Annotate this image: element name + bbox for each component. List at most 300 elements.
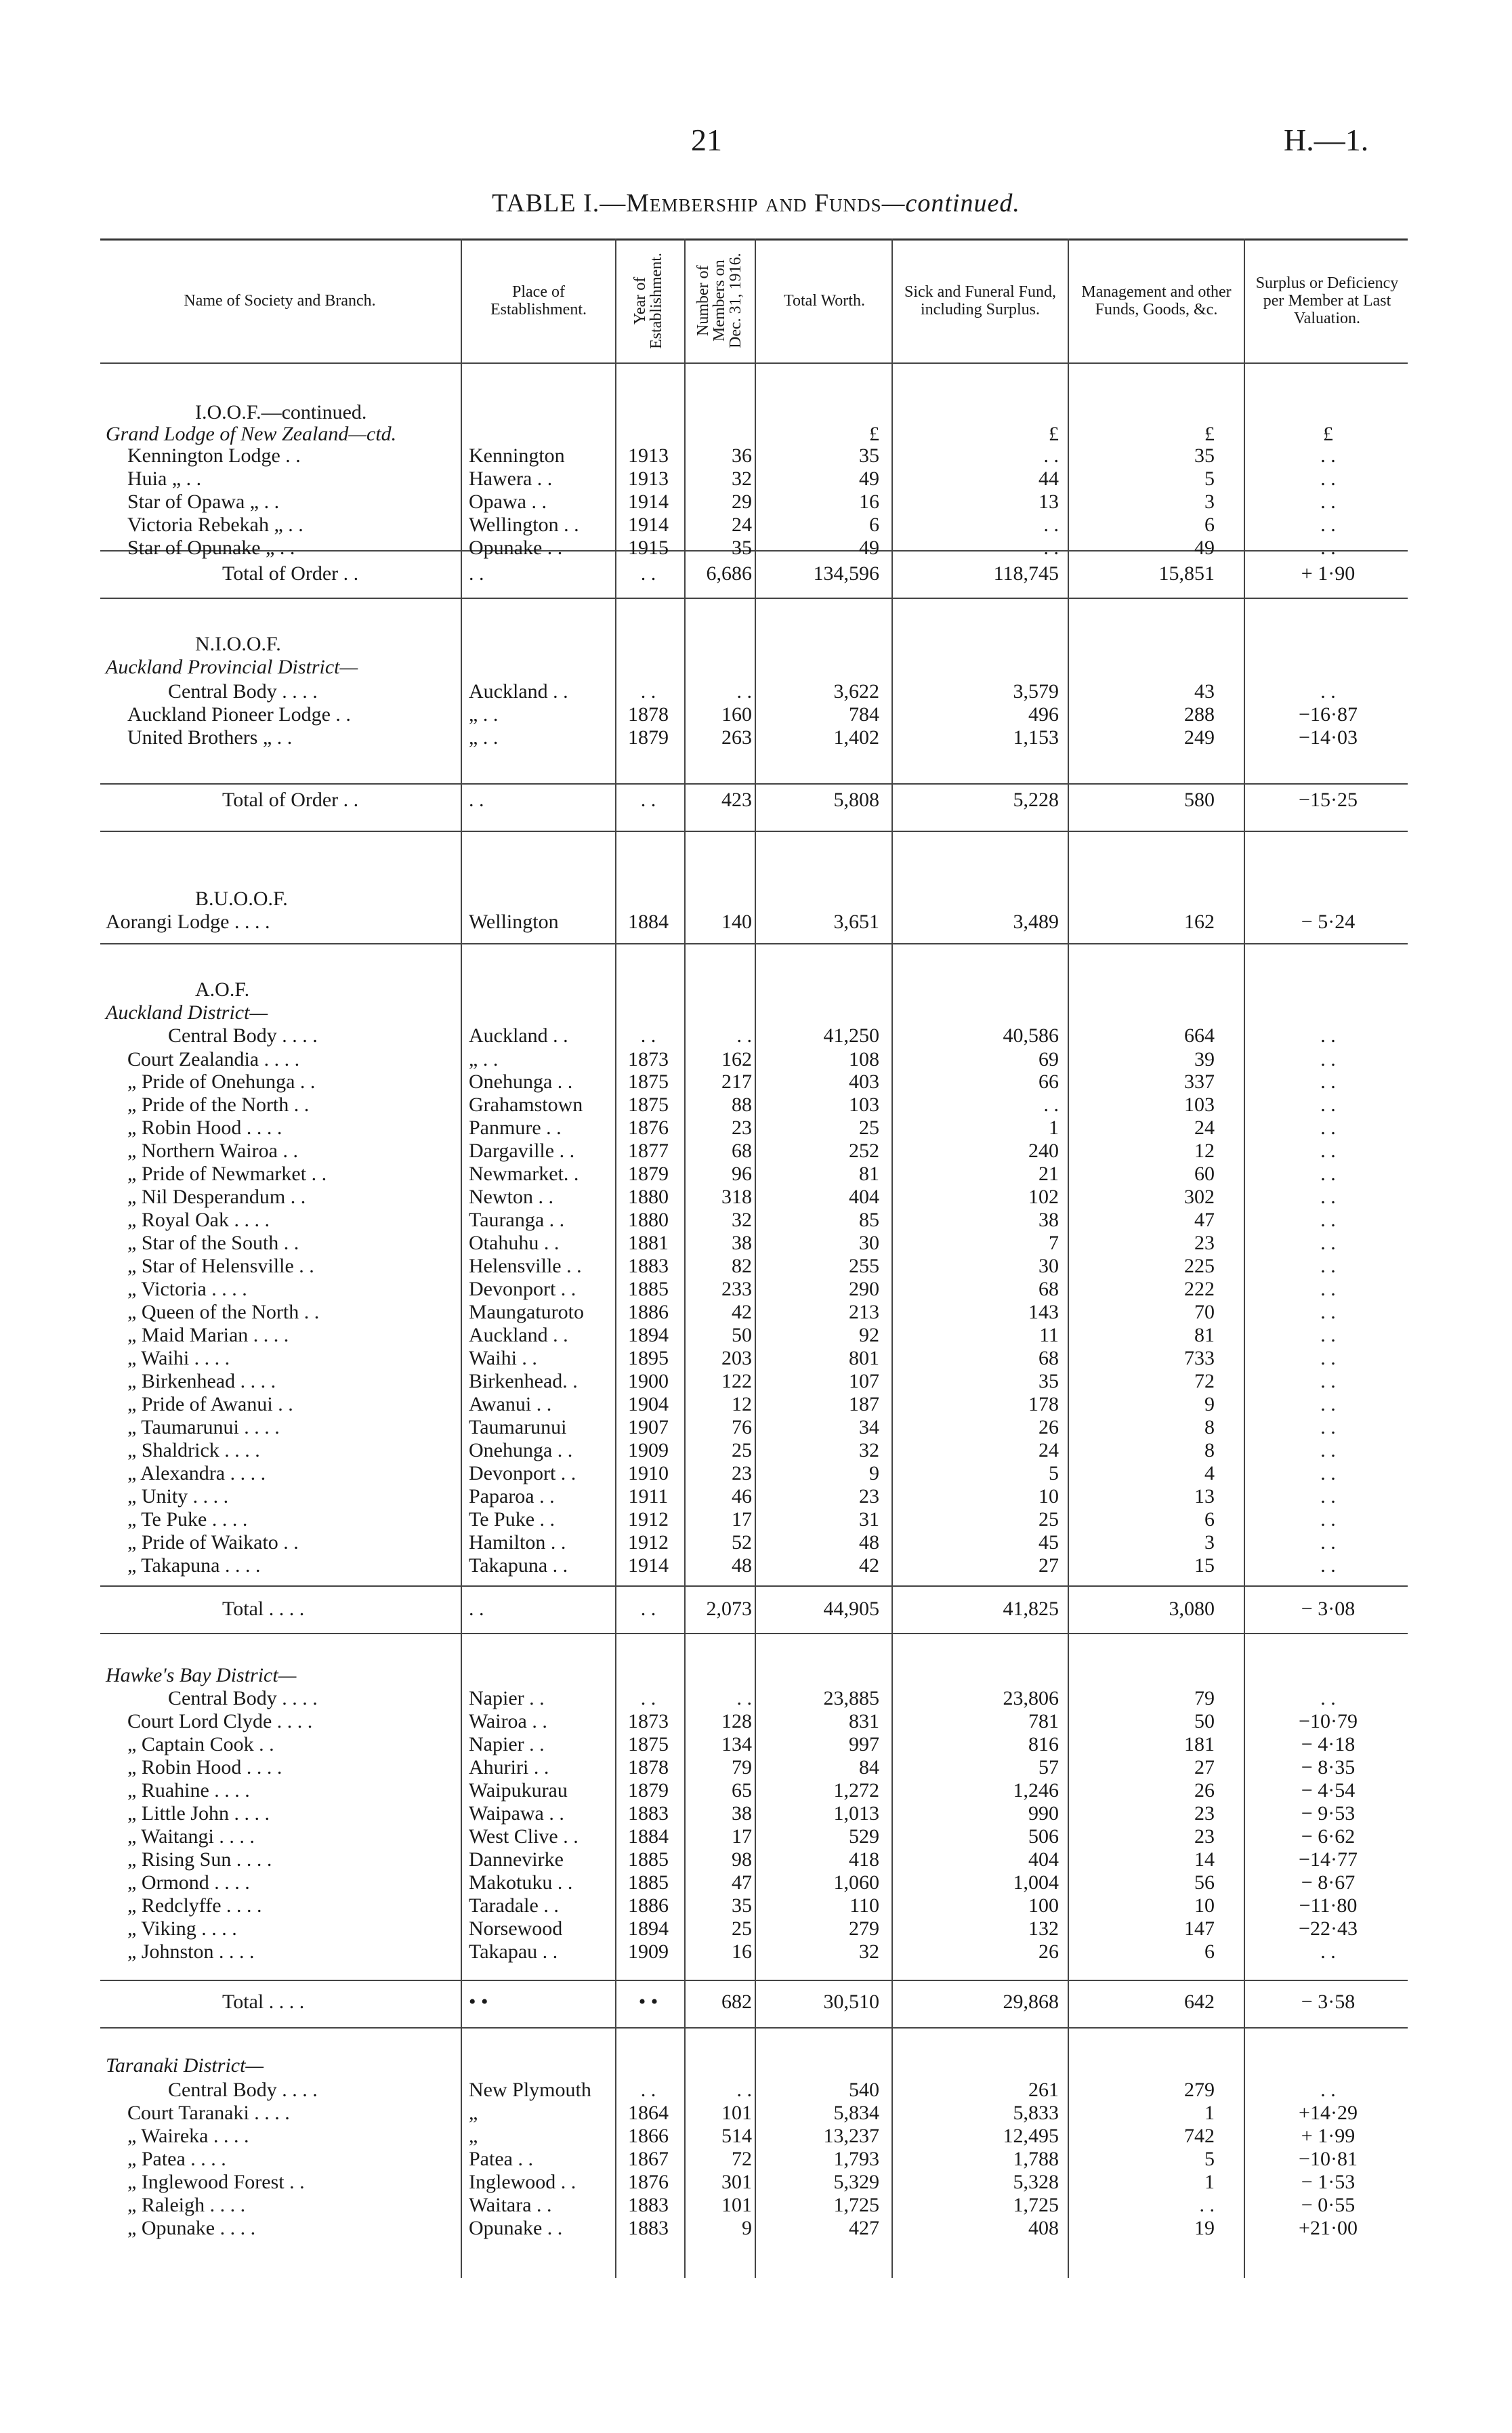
cell-tot: 103 xyxy=(849,1094,879,1116)
cell-tot: 784 xyxy=(849,703,879,726)
cell-sick: 132 xyxy=(1028,1917,1059,1940)
cell-sick: £ xyxy=(1049,423,1059,445)
cell-mgmt: 72 xyxy=(1194,1370,1215,1392)
table-row xyxy=(100,1779,1408,1802)
cell-place: „ xyxy=(469,2102,478,2124)
cell-sick: 1,725 xyxy=(1013,2194,1059,2216)
total-row xyxy=(100,1598,1408,1621)
cell-year: 1886 xyxy=(628,1301,669,1323)
table-row xyxy=(100,2148,1408,2171)
cell-year: 1886 xyxy=(628,1894,669,1917)
table-row xyxy=(100,1186,1408,1209)
cell-surp: . . xyxy=(1320,1301,1336,1323)
col-header-members: Number of Members on Dec. 31, 1916. xyxy=(694,253,744,349)
table-row xyxy=(100,1048,1408,1071)
cell-year: 1895 xyxy=(628,1347,669,1369)
cell-mem: 36 xyxy=(732,444,752,467)
cell-year: 1907 xyxy=(628,1416,669,1438)
cell-mgmt: 5 xyxy=(1204,467,1215,490)
table-row xyxy=(100,726,1408,749)
cell-place: Kennington xyxy=(469,444,565,467)
cell-sick: 3,579 xyxy=(1013,680,1059,703)
table-row xyxy=(100,1733,1408,1756)
cell-mem: 23 xyxy=(732,1462,752,1484)
society-heading-row xyxy=(100,633,1408,656)
cell-surp: − 8·35 xyxy=(1301,1756,1356,1779)
cell-mgmt: 10 xyxy=(1194,1894,1215,1917)
cell-sick: 408 xyxy=(1028,2217,1059,2239)
cell-mgmt: 1 xyxy=(1204,2171,1215,2193)
cell-mgmt: 56 xyxy=(1194,1871,1215,1894)
cell-year: 1885 xyxy=(628,1848,669,1871)
total-rule xyxy=(100,598,1408,599)
row-name: „ Robin Hood . . . . xyxy=(127,1756,282,1779)
cell-place: West Clive . . xyxy=(469,1825,579,1848)
row-name: „ Waireka . . . . xyxy=(127,2125,249,2147)
cell-sick: 100 xyxy=(1028,1894,1059,1917)
cell-tot: 997 xyxy=(849,1733,879,1755)
row-name: Total . . . . xyxy=(222,1598,305,1620)
cell-mgmt: 8 xyxy=(1204,1416,1215,1438)
cell-place: Auckland . . xyxy=(469,1024,568,1047)
row-name: „ Queen of the North . . xyxy=(127,1301,320,1323)
cell-sick: 41,825 xyxy=(1003,1598,1059,1620)
cell-mgmt: 79 xyxy=(1194,1687,1215,1709)
cell-mgmt: 8 xyxy=(1204,1439,1215,1461)
cell-mem: 203 xyxy=(721,1347,752,1369)
cell-tot: 85 xyxy=(859,1209,879,1231)
society-heading-row xyxy=(100,978,1408,1001)
cell-year: 1904 xyxy=(628,1393,669,1415)
cell-year: . . xyxy=(640,789,656,811)
cell-mgmt: 6 xyxy=(1204,1508,1215,1531)
cell-place: Newton . . xyxy=(469,1186,553,1208)
cell-year: 1876 xyxy=(628,2171,669,2193)
table-row xyxy=(100,1756,1408,1779)
cell-surp: . . xyxy=(1320,1393,1336,1415)
cell-year: 1913 xyxy=(628,444,669,467)
cell-sick: 1 xyxy=(1049,1117,1059,1139)
cell-year: 1879 xyxy=(628,1779,669,1802)
cell-year: 1910 xyxy=(628,1462,669,1484)
cell-tot: 34 xyxy=(859,1416,879,1438)
cell-mgmt: 23 xyxy=(1194,1825,1215,1848)
cell-place: • • xyxy=(469,1991,488,2013)
cell-mem: 38 xyxy=(732,1232,752,1254)
row-name: „ Star of Helensville . . xyxy=(127,1255,314,1277)
cell-place: „ . . xyxy=(469,703,499,726)
cell-mem: 9 xyxy=(742,2217,752,2239)
row-name: „ Robin Hood . . . . xyxy=(127,1117,282,1139)
table-row xyxy=(100,1485,1408,1508)
table-row xyxy=(100,444,1408,467)
total-row xyxy=(100,562,1408,585)
cell-mgmt: 642 xyxy=(1184,1991,1215,2013)
cell-surp: −11·80 xyxy=(1299,1894,1358,1917)
cell-tot: 427 xyxy=(849,2217,879,2239)
cell-sick: . . xyxy=(1043,514,1059,536)
cell-surp: −14·03 xyxy=(1299,726,1358,749)
row-name: „ Nil Desperandum . . xyxy=(127,1186,306,1208)
cell-sick: 40,586 xyxy=(1003,1024,1059,1047)
table-row xyxy=(100,1278,1408,1301)
cell-mgmt: 6 xyxy=(1204,1940,1215,1963)
cell-year: 1866 xyxy=(628,2125,669,2147)
cell-tot: £ xyxy=(869,423,879,445)
row-name: Total of Order . . xyxy=(222,789,359,811)
cell-tot: 35 xyxy=(859,444,879,467)
cell-sick: 240 xyxy=(1028,1140,1059,1162)
cell-sick: 13 xyxy=(1038,491,1059,513)
cell-tot: 801 xyxy=(849,1347,879,1369)
row-name: Auckland Provincial District— xyxy=(106,656,358,678)
cell-mgmt: 5 xyxy=(1204,2148,1215,2170)
row-name: Huia „ . . xyxy=(127,467,202,490)
cell-mem: 47 xyxy=(732,1871,752,1894)
cell-tot: 5,834 xyxy=(833,2102,879,2124)
cell-tot: 1,060 xyxy=(833,1871,879,1894)
table-row xyxy=(100,2079,1408,2102)
cell-mem: 29 xyxy=(732,491,752,513)
col-header-name: Name of Society and Branch. xyxy=(184,291,376,310)
cell-place: Napier . . xyxy=(469,1733,545,1755)
cell-year: . . xyxy=(640,680,656,703)
cell-surp: −10·79 xyxy=(1299,1710,1358,1732)
cell-year: 1894 xyxy=(628,1324,669,1346)
cell-surp: . . xyxy=(1320,1117,1336,1139)
row-name: „ Star of the South . . xyxy=(127,1232,299,1254)
table-row xyxy=(100,1393,1408,1416)
table-row xyxy=(100,1710,1408,1733)
cell-tot: 31 xyxy=(859,1508,879,1531)
cell-mem: 101 xyxy=(721,2102,752,2124)
cell-sick: 1,246 xyxy=(1013,1779,1059,1802)
row-name: Central Body . . . . xyxy=(168,1687,318,1709)
cell-surp: . . xyxy=(1320,1462,1336,1484)
cell-surp: − 5·24 xyxy=(1301,911,1356,933)
col-header-total-worth: Total Worth. xyxy=(784,291,865,310)
cell-place: Taumarunui xyxy=(469,1416,567,1438)
row-name: Auckland District— xyxy=(106,1001,268,1024)
cell-place: . . xyxy=(469,1598,484,1620)
cell-sick: 21 xyxy=(1038,1163,1059,1185)
cell-mgmt: 1 xyxy=(1204,2102,1215,2124)
cell-sick: 816 xyxy=(1028,1733,1059,1755)
total-rule xyxy=(100,783,1408,785)
cell-sick: 118,745 xyxy=(993,562,1059,585)
cell-surp: . . xyxy=(1320,1255,1336,1277)
cell-mem: 122 xyxy=(721,1370,752,1392)
cell-mgmt: 225 xyxy=(1184,1255,1215,1277)
cell-surp: . . xyxy=(1320,1024,1336,1047)
row-name: „ Raleigh . . . . xyxy=(127,2194,246,2216)
cell-mem: 2,073 xyxy=(706,1598,752,1620)
total-row xyxy=(100,1991,1408,2014)
cell-sick: 990 xyxy=(1028,1802,1059,1825)
cell-mem: 423 xyxy=(721,789,752,811)
table-title xyxy=(0,188,1512,218)
table-row xyxy=(100,514,1408,537)
cell-sick: . . xyxy=(1043,1094,1059,1116)
row-name: „ Shaldrick . . . . xyxy=(127,1439,260,1461)
cell-surp: − 3·08 xyxy=(1301,1598,1356,1620)
cell-sick: 3,489 xyxy=(1013,911,1059,933)
cell-surp: −14·77 xyxy=(1299,1848,1358,1871)
cell-mem: 6,686 xyxy=(706,562,752,585)
row-name: „ Alexandra . . . . xyxy=(127,1462,266,1484)
cell-mem: . . xyxy=(736,2079,752,2101)
cell-place: Makotuku . . xyxy=(469,1871,573,1894)
cell-mem: 233 xyxy=(721,1278,752,1300)
cell-year: 1912 xyxy=(628,1508,669,1531)
cell-mgmt: 742 xyxy=(1184,2125,1215,2147)
cell-tot: 1,272 xyxy=(833,1779,879,1802)
col-header-year: Year of Establishment. xyxy=(631,253,665,349)
cell-mem: 140 xyxy=(721,911,752,933)
table-row xyxy=(100,1940,1408,1963)
cell-tot: 9 xyxy=(869,1462,879,1484)
cell-mem: 128 xyxy=(721,1710,752,1732)
table-row xyxy=(100,1894,1408,1917)
cell-place: Devonport . . xyxy=(469,1278,576,1300)
row-name: „ Victoria . . . . xyxy=(127,1278,247,1300)
cell-place: Ahuriri . . xyxy=(469,1756,549,1779)
row-name: „ Northern Wairoa . . xyxy=(127,1140,298,1162)
cell-mem: 17 xyxy=(732,1825,752,1848)
cell-place: Takapuna . . xyxy=(469,1554,568,1577)
cell-mgmt: 24 xyxy=(1194,1117,1215,1139)
cell-place: Grahamstown xyxy=(469,1094,583,1116)
cell-sick: 506 xyxy=(1028,1825,1059,1848)
cell-mgmt: 15 xyxy=(1194,1554,1215,1577)
cell-sick: 261 xyxy=(1028,2079,1059,2101)
cell-sick: 44 xyxy=(1038,467,1059,490)
cell-tot: 6 xyxy=(869,514,879,536)
row-name: „ Pride of Waikato . . xyxy=(127,1531,299,1554)
table-row xyxy=(100,1324,1408,1347)
cell-mem: 52 xyxy=(732,1531,752,1554)
table-row xyxy=(100,467,1408,491)
cell-year: 1885 xyxy=(628,1278,669,1300)
cell-mem: 24 xyxy=(732,514,752,536)
cell-year: 1914 xyxy=(628,514,669,536)
cell-year: 1915 xyxy=(628,537,669,559)
row-name: Grand Lodge of New Zealand—ctd. xyxy=(106,423,397,445)
district-heading-row xyxy=(100,2054,1408,2077)
cell-place: Opunake . . xyxy=(469,2217,563,2239)
cell-tot: 32 xyxy=(859,1940,879,1963)
cell-sick: 23,806 xyxy=(1003,1687,1059,1709)
cell-mem: 35 xyxy=(732,1894,752,1917)
row-name: Total . . . . xyxy=(222,1991,305,2013)
cell-sick: 178 xyxy=(1028,1393,1059,1415)
cell-mem: 301 xyxy=(721,2171,752,2193)
cell-surp: . . xyxy=(1320,1048,1336,1070)
cell-mgmt: 19 xyxy=(1194,2217,1215,2239)
cell-surp: − 3·58 xyxy=(1301,1991,1356,2013)
cell-place: Inglewood . . xyxy=(469,2171,576,2193)
cell-place: Taradale . . xyxy=(469,1894,559,1917)
row-name: „ Pride of Onehunga . . xyxy=(127,1070,316,1093)
table-row xyxy=(100,1554,1408,1577)
cell-year: 1873 xyxy=(628,1048,669,1070)
cell-place: Wellington xyxy=(469,911,559,933)
cell-mem: 38 xyxy=(732,1802,752,1825)
cell-surp: −10·81 xyxy=(1299,2148,1358,2170)
cell-tot: 403 xyxy=(849,1070,879,1093)
cell-tot: 42 xyxy=(859,1554,879,1577)
cell-mem: 50 xyxy=(732,1324,752,1346)
row-name: Court Zealandia . . . . xyxy=(127,1048,300,1070)
cell-tot: 13,237 xyxy=(823,2125,879,2147)
row-name: „ Takapuna . . . . xyxy=(127,1554,261,1577)
table-row xyxy=(100,1531,1408,1554)
district-heading-row xyxy=(100,423,1408,446)
cell-mem: 101 xyxy=(721,2194,752,2216)
cell-sick: 24 xyxy=(1038,1439,1059,1461)
cell-mem: 12 xyxy=(732,1393,752,1415)
row-name: Central Body . . . . xyxy=(168,1024,318,1047)
cell-mem: 134 xyxy=(721,1733,752,1755)
row-name: „ Taumarunui . . . . xyxy=(127,1416,280,1438)
cell-mem: 32 xyxy=(732,467,752,490)
cell-surp: . . xyxy=(1320,467,1336,490)
table-row xyxy=(100,1209,1408,1232)
cell-sick: 38 xyxy=(1038,1209,1059,1231)
cell-surp: . . xyxy=(1320,1940,1336,1963)
cell-mgmt: 23 xyxy=(1194,1232,1215,1254)
cell-year: 1875 xyxy=(628,1094,669,1116)
row-name: Star of Opunake „ . . xyxy=(127,537,295,559)
cell-mem: . . xyxy=(736,1687,752,1709)
cell-mgmt: 81 xyxy=(1194,1324,1215,1346)
cell-tot: 1,725 xyxy=(833,2194,879,2216)
table-row xyxy=(100,1508,1408,1531)
cell-year: 1900 xyxy=(628,1370,669,1392)
cell-place: Tauranga . . xyxy=(469,1209,565,1231)
row-name: B.U.O.O.F. xyxy=(195,888,288,910)
cell-tot: 49 xyxy=(859,467,879,490)
cell-surp: − 8·67 xyxy=(1301,1871,1356,1894)
cell-mgmt: 103 xyxy=(1184,1094,1215,1116)
cell-tot: 110 xyxy=(849,1894,879,1917)
cell-mgmt: 733 xyxy=(1184,1347,1215,1369)
cell-mem: 16 xyxy=(732,1940,752,1963)
cell-tot: 418 xyxy=(849,1848,879,1871)
cell-year: 1878 xyxy=(628,703,669,726)
cell-surp: . . xyxy=(1320,444,1336,467)
cell-mgmt: 43 xyxy=(1194,680,1215,703)
cell-mgmt: 12 xyxy=(1194,1140,1215,1162)
cell-mgmt: 162 xyxy=(1184,911,1215,933)
cell-sick: 1,004 xyxy=(1013,1871,1059,1894)
cell-surp: . . xyxy=(1320,514,1336,536)
cell-surp: + 1·99 xyxy=(1301,2125,1356,2147)
row-name: „ Waitangi . . . . xyxy=(127,1825,255,1848)
cell-sick: 143 xyxy=(1028,1301,1059,1323)
cell-year: 1914 xyxy=(628,491,669,513)
table-row xyxy=(100,1347,1408,1370)
cell-sick: 29,868 xyxy=(1003,1991,1059,2013)
table-row xyxy=(100,1255,1408,1278)
cell-mgmt: 15,851 xyxy=(1158,562,1215,585)
col-header-place: Place of Establishment. xyxy=(490,283,587,318)
cell-place: Maungaturoto xyxy=(469,1301,584,1323)
cell-year: 1883 xyxy=(628,1255,669,1277)
cell-year: 1875 xyxy=(628,1070,669,1093)
cell-place: Devonport . . xyxy=(469,1462,576,1484)
cell-place: Auckland . . xyxy=(469,680,568,703)
cell-mem: 76 xyxy=(732,1416,752,1438)
table-row xyxy=(100,1117,1408,1140)
cell-mem: . . xyxy=(736,1024,752,1047)
row-name: Central Body . . . . xyxy=(168,680,318,703)
table-row xyxy=(100,703,1408,726)
cell-tot: 187 xyxy=(849,1393,879,1415)
cell-tot: 32 xyxy=(859,1439,879,1461)
table-row xyxy=(100,2102,1408,2125)
cell-year: 1894 xyxy=(628,1917,669,1940)
cell-mem: 162 xyxy=(721,1048,752,1070)
cell-year: 1911 xyxy=(628,1485,669,1507)
cell-mem: 82 xyxy=(732,1255,752,1277)
cell-sick: 5 xyxy=(1049,1462,1059,1484)
cell-surp: − 1·53 xyxy=(1301,2171,1356,2193)
page-number: 21 xyxy=(691,123,722,157)
cell-mem: 98 xyxy=(732,1848,752,1871)
table-row xyxy=(100,1871,1408,1894)
cell-sick: 69 xyxy=(1038,1048,1059,1070)
cell-place: Waihi . . xyxy=(469,1347,537,1369)
row-name: „ Te Puke . . . . xyxy=(127,1508,248,1531)
cell-mgmt: 3,080 xyxy=(1169,1598,1215,1620)
cell-place: Dannevirke xyxy=(469,1848,564,1871)
cell-tot: 23,885 xyxy=(823,1687,879,1709)
table-row xyxy=(100,1163,1408,1186)
row-name: „ Ormond . . . . xyxy=(127,1871,250,1894)
row-name: „ Maid Marian . . . . xyxy=(127,1324,289,1346)
row-name: Court Lord Clyde . . . . xyxy=(127,1710,313,1732)
cell-mgmt: 9 xyxy=(1204,1393,1215,1415)
cell-sick: 5,228 xyxy=(1013,789,1059,811)
row-name: N.I.O.O.F. xyxy=(195,633,281,655)
cell-tot: 3,622 xyxy=(833,680,879,703)
row-name: Taranaki District— xyxy=(106,2054,264,2077)
cell-mem: 68 xyxy=(732,1140,752,1162)
cell-surp: − 4·18 xyxy=(1301,1733,1356,1755)
cell-year: 1913 xyxy=(628,467,669,490)
cell-place: Hamilton . . xyxy=(469,1531,566,1554)
table-title-prefix: TABLE I.— xyxy=(492,189,627,217)
table-row xyxy=(100,491,1408,514)
cell-mem: 48 xyxy=(732,1554,752,1577)
cell-year: 1864 xyxy=(628,2102,669,2124)
row-name: A.O.F. xyxy=(195,978,250,1001)
cell-sick: 68 xyxy=(1038,1278,1059,1300)
cell-mem: 79 xyxy=(732,1756,752,1779)
cell-mgmt: 249 xyxy=(1184,726,1215,749)
cell-place: Waipukurau xyxy=(469,1779,568,1802)
total-rule xyxy=(100,2027,1408,2029)
cell-surp: − 0·55 xyxy=(1301,2194,1356,2216)
cell-sick: 7 xyxy=(1049,1232,1059,1254)
cell-place: „ . . xyxy=(469,1048,499,1070)
cell-surp: . . xyxy=(1320,1324,1336,1346)
table-row xyxy=(100,1825,1408,1848)
cell-year: 1883 xyxy=(628,1802,669,1825)
cell-place: Auckland . . xyxy=(469,1324,568,1346)
row-name: „ Johnston . . . . xyxy=(127,1940,255,1963)
